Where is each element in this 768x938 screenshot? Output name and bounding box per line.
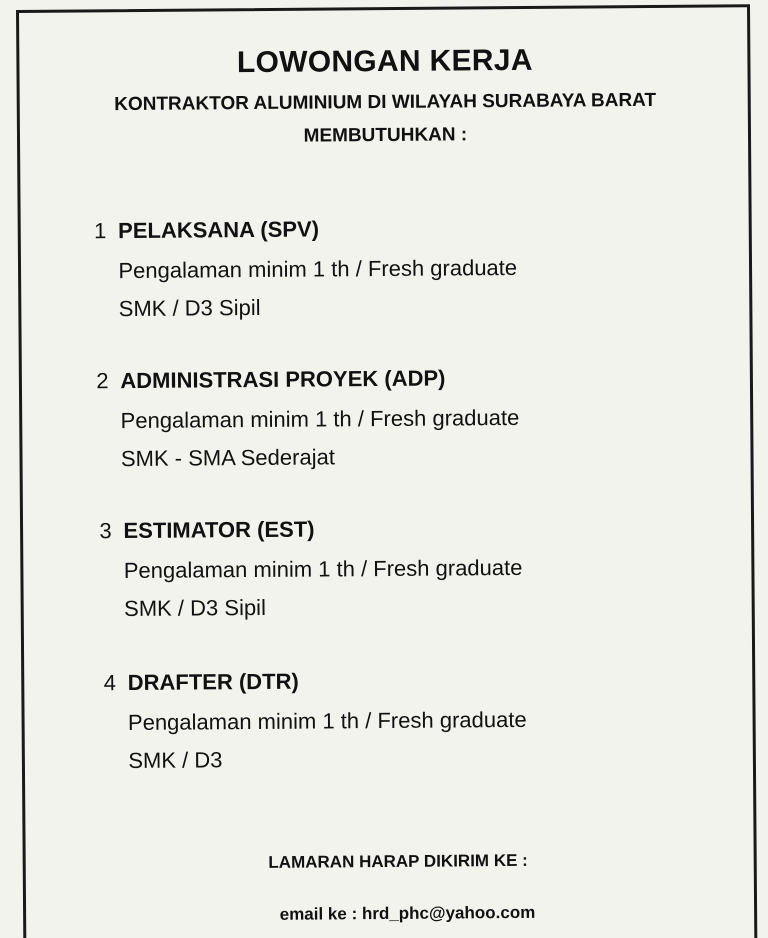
job-education: SMK / D3 Sipil xyxy=(123,594,267,622)
job-experience: Pengalaman minim 1 th / Fresh graduate xyxy=(123,554,523,584)
contact-email: email ke : hrd_phc@yahoo.com xyxy=(279,902,536,924)
job-title: DRAFTER (DTR) xyxy=(127,668,299,696)
job-number: 3 xyxy=(99,518,112,544)
page-subtitle: KONTRAKTOR ALUMINIUM DI WILAYAH SURABAYA BARAT xyxy=(114,89,657,116)
job-education: SMK - SMA Sederajat xyxy=(120,444,335,472)
page-subtitle-needs: MEMBUTUHKAN : xyxy=(303,124,468,147)
job-title: PELAKSANA (SPV) xyxy=(118,216,320,244)
job-item-pelaksana xyxy=(94,215,518,330)
apply-instruction: LAMARAN HARAP DIKIRIM KE : xyxy=(268,850,528,872)
job-number: 2 xyxy=(96,368,109,394)
job-education: SMK / D3 xyxy=(128,747,223,774)
page-title: LOWONGAN KERJA xyxy=(236,43,533,80)
job-experience: Pengalaman minim 1 th / Fresh graduate xyxy=(118,254,518,284)
job-item-drafter xyxy=(104,667,528,782)
job-number: 1 xyxy=(94,218,107,244)
job-title: ESTIMATOR (EST) xyxy=(123,516,315,544)
job-number: 4 xyxy=(103,670,117,696)
job-experience: Pengalaman minim 1 th / Fresh graduate xyxy=(120,404,520,434)
job-item-administrasi xyxy=(96,365,520,480)
job-title: ADMINISTRASI PROYEK (ADP) xyxy=(120,365,446,394)
job-item-estimator xyxy=(99,515,523,630)
job-education: SMK / D3 Sipil xyxy=(118,294,261,322)
job-experience: Pengalaman minim 1 th / Fresh graduate xyxy=(127,706,527,736)
